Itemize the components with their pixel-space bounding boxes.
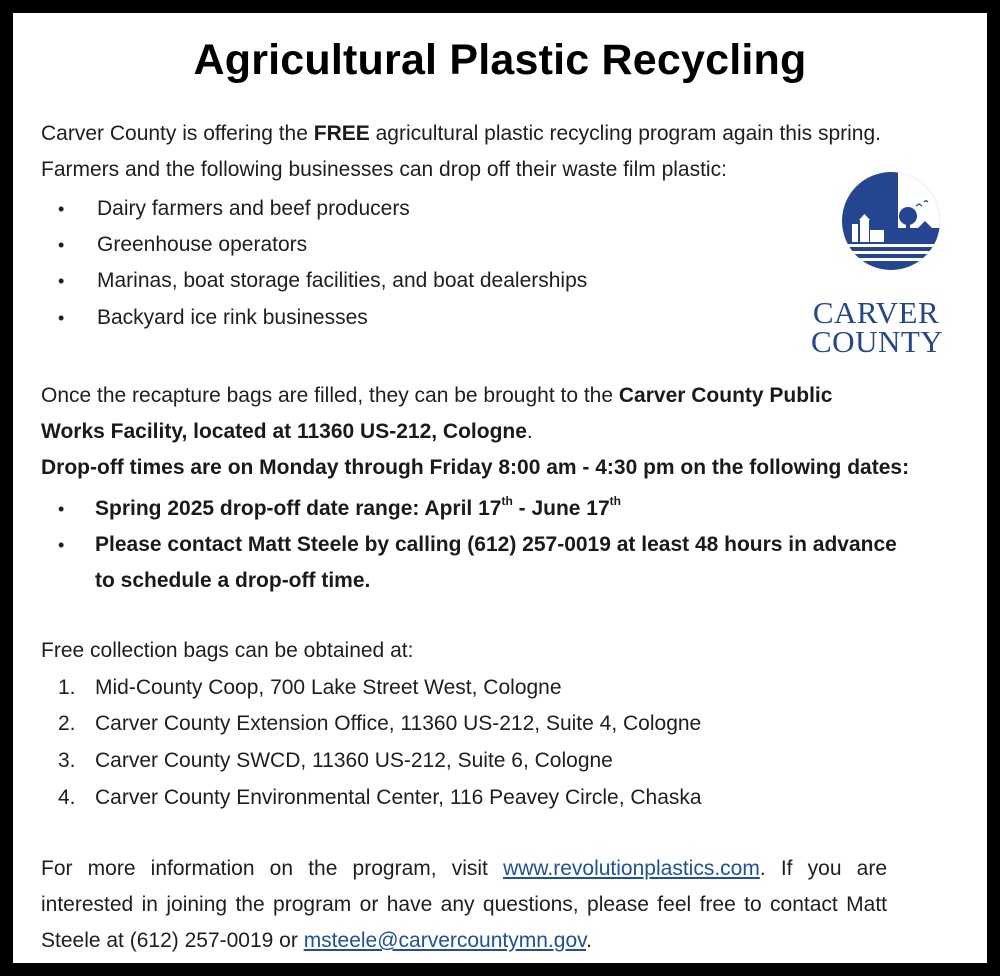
intro-line-1 [41, 116, 881, 152]
logo-word-carver: CARVER [812, 295, 940, 330]
email-link[interactable]: msteele@carvercountymn.gov [303, 929, 587, 952]
list-number: 3. [58, 749, 76, 772]
list-item: Marinas, boat storage facilities, and boat dealerships [97, 269, 588, 292]
bullet-icon: • [58, 535, 65, 555]
dropoff-times-text: Drop-off times are on Monday through Friday 8:00 am - 4:30 pm on the following dates: [41, 456, 910, 479]
intro-line-2: Farmers and the following businesses can drop off their waste film plastic: [41, 158, 727, 181]
list-item: Dairy farmers and beef producers [97, 197, 410, 220]
list-item: Backyard ice rink businesses [97, 306, 368, 329]
list-number: 2. [58, 712, 76, 735]
contact-text: to schedule a drop-off time. [95, 569, 371, 592]
facility-name: Carver County Public [618, 384, 833, 407]
bullet-icon: • [58, 271, 65, 291]
list-item: Carver County SWCD, 11360 US-212, Suite 6, Cologne [95, 749, 613, 772]
date-range-item [95, 491, 621, 527]
list-number: 1. [58, 676, 76, 699]
date-range-text: - June 17 [512, 497, 610, 520]
more-info-text: . [586, 929, 592, 952]
bullet-icon: • [58, 499, 65, 519]
list-item: Carver County Extension Office, 11360 US-212, Suite 4, Cologne [95, 712, 702, 735]
bags-heading: Free collection bags can be obtained at: [41, 639, 414, 662]
intro-text: agricultural plastic recycling program again this spring. [369, 122, 881, 145]
contact-text: Please contact Matt Steele by calling (612) 257-0019 at least 48 hours in advance [95, 533, 897, 556]
dropoff-times [41, 450, 909, 486]
more-info-text: For more information on the program, visit [41, 857, 504, 880]
carver-county-logo-icon [842, 170, 940, 272]
dropoff-line-2 [41, 414, 533, 450]
carver-county-logo [811, 170, 944, 360]
contact-item-line-2 [95, 563, 370, 599]
date-range-text: Spring 2025 drop-off date range: April 17 [95, 497, 502, 520]
website-link[interactable]: www.revolutionplastics.com [503, 857, 760, 880]
logo-word-county: COUNTY [811, 324, 944, 359]
list-item: Carver County Environmental Center, 116 Peavey Circle, Chaska [95, 786, 702, 809]
list-item: Mid-County Coop, 700 Lake Street West, Cologne [95, 676, 562, 699]
bullet-icon: • [58, 199, 65, 219]
bullet-icon: • [58, 308, 65, 328]
ordinal-suffix: th [609, 494, 621, 508]
free-emphasis: FREE [313, 122, 370, 145]
more-info-text: . If you are interested in joining the program or have any questions, please feel free to contact Matt Steele at (612) 257-0019 or [41, 857, 888, 952]
list-item: Greenhouse operators [97, 233, 308, 256]
dropoff-text: . [526, 420, 533, 443]
bullet-icon: • [58, 235, 65, 255]
dropoff-text: Once the recapture bags are filled, they can be brought to the [41, 384, 619, 407]
dropoff-line-1 [41, 378, 832, 414]
facility-address: Works Facility, located at 11360 US-212, Cologne [41, 420, 527, 443]
ordinal-suffix: th [501, 494, 513, 508]
more-info-paragraph [41, 851, 887, 959]
contact-item-line-1 [95, 527, 897, 563]
page-title: Agricultural Plastic Recycling [193, 36, 807, 84]
list-number: 4. [58, 786, 76, 809]
intro-text: Carver County is offering the [41, 122, 314, 145]
